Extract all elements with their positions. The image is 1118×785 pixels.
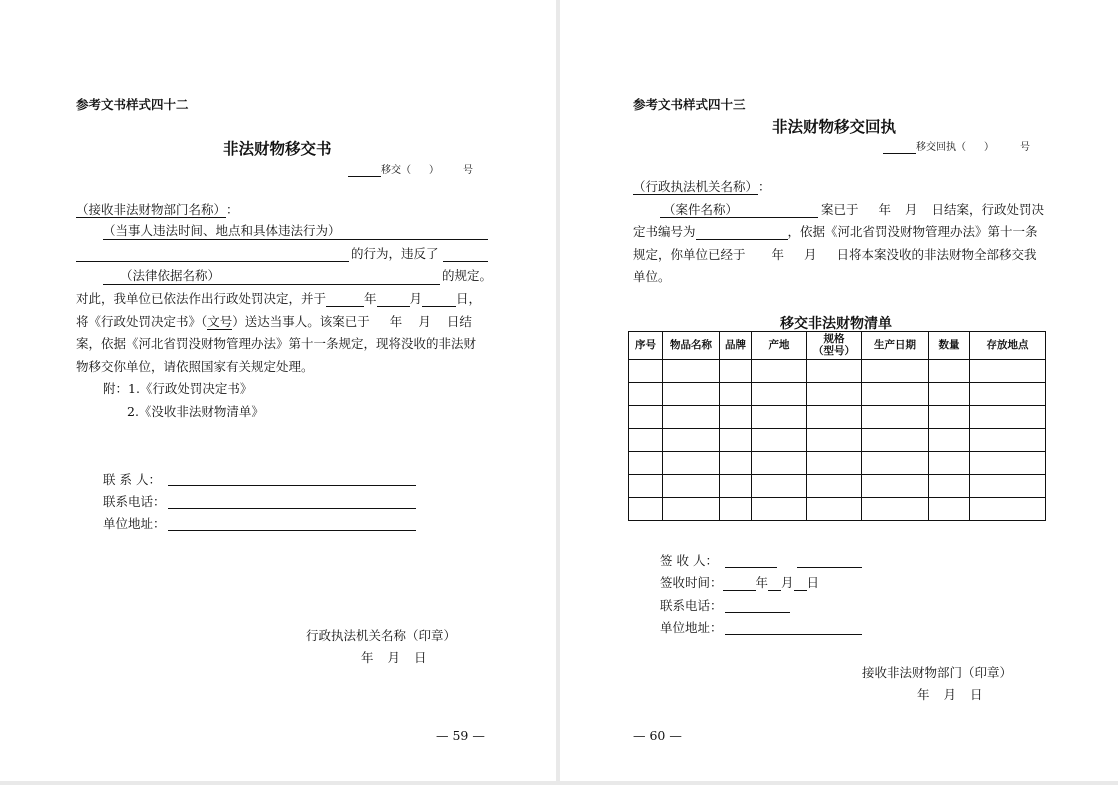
page-60 [560, 0, 1118, 781]
document-number: 移交回执（ ） 号 [883, 138, 1030, 154]
paragraph-line-2: 定书编号为 ，依据《河北省罚没财物管理办法》第十一条 [633, 224, 1038, 239]
col-serial: 序号 [629, 332, 663, 360]
paragraph-line-3: 规定，你单位已经于 年 月 日将本案没收的非法财物全部移交我 [633, 247, 1037, 262]
contact-label: 联 系 人： [103, 472, 161, 487]
address-field [168, 530, 416, 531]
col-origin: 产地 [752, 332, 807, 360]
paragraph-line-1: 案已于 年 月 日结案，行政处罚决 [821, 202, 1045, 217]
table-row [629, 383, 1046, 406]
phone-label: 联系电话： [103, 494, 166, 509]
paragraph-line-4: 物移交你单位，请依照国家有关规定处理。 [76, 359, 314, 374]
paragraph-line-3: 案，依据《河北省罚没财物管理办法》第十一条规定，现将没收的非法财 [76, 336, 477, 351]
sign-date: 年 月 日 [917, 687, 983, 702]
violation-text: 的行为，违反了 [351, 246, 439, 261]
receiver-field-1 [725, 567, 777, 568]
document-title: 非法财物移交回执 [772, 118, 897, 136]
table-row [629, 360, 1046, 383]
sign-date: 年 月 日 [361, 650, 427, 665]
agency-line: （行政执法机关名称）： [633, 179, 771, 194]
recipient-placeholder: （接收非法财物部门名称） [76, 202, 227, 217]
property-list-table [628, 331, 1046, 521]
paragraph-line-2: 将《行政处罚决定书》（文号）送达当事人。该案已于 年 月 日结 [76, 314, 472, 329]
table-row [629, 452, 1046, 475]
col-spec: 规格 （型号） [807, 332, 862, 360]
phone-field [168, 508, 416, 509]
col-quantity: 数量 [929, 332, 970, 360]
style-label: 参考文书样式四十三 [633, 97, 746, 112]
paragraph-line-1: 对此，我单位已依法作出行政处罚决定，并于 年 月 日， [76, 291, 482, 306]
phone-field [725, 612, 790, 613]
address-label: 单位地址： [660, 620, 723, 635]
signer-seal: 行政执法机关名称（印章） [306, 628, 457, 643]
case-underline [660, 217, 818, 218]
case-placeholder: （案件名称） [663, 202, 739, 217]
agency-placeholder: （行政执法机关名称） [633, 179, 759, 194]
address-label: 单位地址： [103, 516, 166, 531]
document-title: 非法财物移交书 [223, 140, 332, 158]
table-row [629, 429, 1046, 452]
recipient-line: （接收非法财物部门名称）： [76, 202, 239, 217]
style-label: 参考文书样式四十二 [76, 97, 189, 112]
signer-seal: 接收非法财物部门（印章） [862, 665, 1013, 680]
violation-underline [76, 261, 349, 262]
col-production-date: 生产日期 [862, 332, 929, 360]
address-field [725, 634, 862, 635]
col-item-name: 物品名称 [663, 332, 720, 360]
law-placeholder: （法律依据名称） [120, 268, 221, 283]
party-placeholder: （当事人违法时间、地点和具体违法行为） [103, 223, 341, 238]
phone-label: 联系电话： [660, 598, 723, 613]
col-brand: 品牌 [720, 332, 752, 360]
party-underline [103, 239, 488, 240]
table-row [629, 475, 1046, 498]
provision-text: 的规定。 [442, 268, 493, 283]
document-number: 移交（ ） 号 [348, 161, 473, 177]
violation-blank [443, 261, 488, 262]
receiver-field-2 [797, 567, 862, 568]
attachment-2: 2.《没收非法财物清单》 [127, 404, 264, 419]
table-title: 移交非法财物清单 [780, 316, 892, 332]
law-underline [103, 284, 440, 285]
contact-field [168, 485, 416, 486]
attachment-1: 附：1.《行政处罚决定书》 [103, 381, 253, 396]
wenhao-field: 文号 [207, 314, 233, 329]
page-59 [0, 0, 556, 781]
table-row [629, 498, 1046, 521]
paragraph-line-4: 单位。 [633, 269, 671, 284]
table-header-row [629, 332, 1046, 360]
sign-time-line: 签收时间： 年 月 日 [660, 575, 820, 590]
receiver-label: 签 收 人： [660, 553, 718, 568]
table-row [629, 406, 1046, 429]
page-number: — 60 — [633, 728, 682, 743]
col-storage-location: 存放地点 [970, 332, 1046, 360]
page-number: — 59 — [436, 728, 485, 743]
